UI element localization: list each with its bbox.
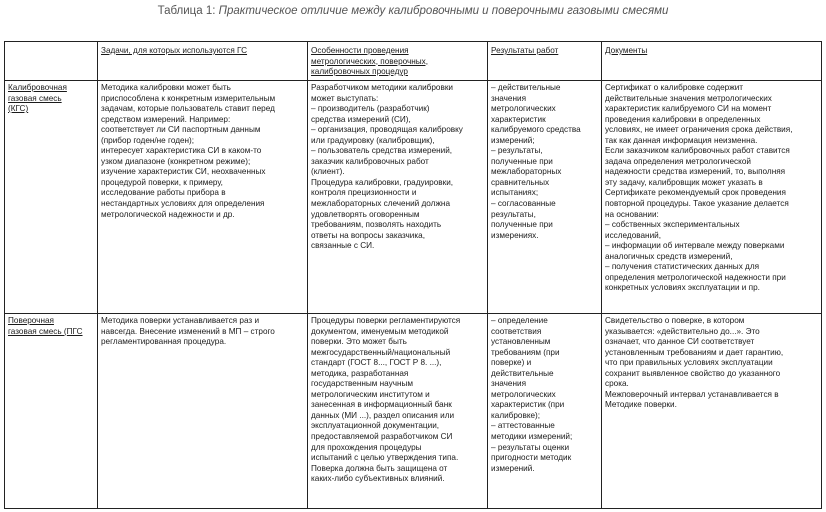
- row-label-kgs: [5, 81, 98, 314]
- cell-text-line: что при правильных условиях эксплуатации: [605, 358, 773, 368]
- cell-text-line: пригодности методик: [491, 453, 572, 463]
- cell-text-line: эту задачу, калибровщик может указать в: [605, 177, 763, 187]
- cell-text-line: характеристик калибруемого СИ на момент: [605, 104, 772, 114]
- cell-text-line: соответствует ли СИ паспортным данным: [101, 125, 261, 135]
- cell-text-line: Результаты работ: [491, 46, 559, 55]
- cell-text-line: установленным требованиям и дает гарантию,: [605, 347, 784, 357]
- cell-text-line: измерений;: [491, 135, 535, 145]
- cell-text-line: (клиент).: [311, 167, 345, 177]
- cell-text-line: – информации об интервале между поверками: [605, 241, 785, 251]
- cell-text-line: газовая смесь: [8, 93, 62, 103]
- cell-text-line: газовая смесь (ПГС: [8, 326, 83, 336]
- cell-text-line: метрологических, поверочных,: [311, 56, 429, 66]
- cell-text-line: или градуировку (калибровщик),: [311, 135, 435, 145]
- table-row: [5, 314, 822, 509]
- cell-text-line: эксплуатационной документации,: [311, 421, 440, 431]
- cell-text-line: регламентированная процедура.: [101, 337, 227, 347]
- header-cell-procedures: [308, 42, 488, 81]
- cell-text-line: – организация, проводящая калибровку: [311, 125, 463, 135]
- cell-text-line: результаты,: [491, 209, 536, 219]
- cell-text-line: методики измерений;: [491, 432, 573, 442]
- cell-text-line: определения метрологической надежности при: [605, 272, 786, 282]
- cell-text-line: поверке) и: [491, 358, 532, 368]
- cell-text-line: аналогичных средств измерений,: [605, 251, 733, 261]
- cell-text-line: ответы на вопросы заказчика,: [311, 230, 425, 240]
- row-label-pgs: [5, 314, 98, 509]
- cell-text-line: (КГС): [8, 104, 29, 114]
- cell-text-line: указывается: «действительно до...». Это: [605, 326, 760, 336]
- caption-title: Практическое отличие между калибровочными и поверочными газовыми смесями: [218, 5, 669, 17]
- cell-text-line: Калибровочная: [8, 83, 67, 92]
- cell-tasks: [98, 314, 308, 509]
- cell-text-line: сохранит выявленное свойство до указанного: [605, 368, 781, 378]
- cell-text-line: проведения калибровки в определенных: [605, 114, 761, 124]
- cell-text-line: характеристик: [491, 114, 546, 124]
- cell-text-line: нестандартных условиях для определения: [101, 199, 265, 209]
- cell-text-line: полученные при: [491, 156, 553, 166]
- cell-text-line: данных (МИ ...), раздел описания или: [311, 410, 455, 420]
- cell-text-line: интересует характеристика СИ в каком-то: [101, 146, 262, 156]
- cell-text-line: стандарт (ГОСТ 8..., ГОСТ Р 8. ...),: [311, 358, 442, 368]
- cell-text-line: Разработчиком методики калибровки: [311, 83, 453, 92]
- cell-text-line: задача определения метрологической: [605, 156, 751, 166]
- cell-text-line: – результаты оценки: [491, 442, 570, 452]
- cell-text-line: узком диапазоне (конкретном режиме);: [101, 156, 251, 166]
- cell-text-line: Сертификат о калибровке содержит: [605, 83, 744, 92]
- cell-text-line: документом, именуемым методикой: [311, 326, 449, 336]
- cell-results: [488, 81, 602, 314]
- table-header-row: [5, 42, 822, 81]
- cell-text-line: (прибор годен/не годен);: [101, 135, 195, 145]
- cell-text-line: удовлетворять оговоренным: [311, 209, 420, 219]
- cell-text-line: действительные: [491, 368, 554, 378]
- cell-text-line: испытаниях;: [491, 188, 539, 198]
- cell-text-line: Методика калибровки может быть: [101, 83, 231, 92]
- cell-text-line: срока.: [605, 379, 629, 389]
- cell-text-line: – производитель (разработчик): [311, 104, 430, 114]
- cell-text-line: занесенная в информационный банк: [311, 400, 452, 410]
- cell-text-line: измерениях.: [491, 230, 539, 240]
- cell-text-line: межгосударственный/национальный: [311, 347, 451, 357]
- cell-text-line: соответствия: [491, 326, 542, 336]
- cell-text-line: так как данная информация неизменна.: [605, 135, 758, 145]
- header-cell-empty: [5, 42, 98, 81]
- cell-text-line: для прохождения процедуры: [311, 442, 422, 452]
- cell-text-line: конкретных условиях эксплуатации и пр.: [605, 283, 760, 293]
- cell-text-line: исследований,: [605, 230, 661, 240]
- cell-text-line: метрологическим институтом и: [311, 389, 430, 399]
- cell-text-line: установленным: [491, 337, 551, 347]
- cell-text-line: – результаты,: [491, 146, 543, 156]
- cell-text-line: Межповерочный интервал устанавливается в: [605, 389, 779, 399]
- cell-text-line: – получения статистических данных для: [605, 262, 760, 272]
- cell-text-line: Методике поверки.: [605, 400, 677, 410]
- cell-text-line: – согласованные: [491, 199, 556, 209]
- cell-text-line: характеристик (при: [491, 400, 565, 410]
- cell-text-line: может выступать:: [311, 93, 379, 103]
- comparison-table: [4, 41, 822, 509]
- cell-text-line: Сертификате рекомендуемый срок проведения: [605, 188, 786, 198]
- cell-text-line: Процедура калибровки, градуировки,: [311, 177, 454, 187]
- cell-text-line: повторной процедуры. Такое указание делается: [605, 199, 789, 209]
- cell-text-line: Методика поверки устанавливается раз и: [101, 316, 260, 325]
- cell-text-line: Поверочная: [8, 316, 54, 325]
- cell-text-line: условиях, не имеет ограничения срока действия,: [605, 125, 793, 135]
- header-cell-results: [488, 42, 602, 81]
- cell-text-line: значения: [491, 93, 526, 103]
- cell-text-line: предоставляемой разработчиком СИ: [311, 432, 453, 442]
- cell-text-line: метрологической надежности и др.: [101, 209, 235, 219]
- cell-results: [488, 314, 602, 509]
- header-cell-documents: [602, 42, 822, 81]
- cell-text-line: Задачи, для которых используются ГС: [101, 46, 248, 55]
- cell-text-line: процедурой поверки, к примеру,: [101, 177, 223, 187]
- cell-tasks: [98, 81, 308, 314]
- cell-text-line: Если заказчиком калибровочных работ ставится: [605, 146, 790, 156]
- cell-text-line: – определение: [491, 316, 548, 325]
- cell-text-line: действительные значения метрологических: [605, 93, 772, 103]
- header-cell-tasks: [98, 42, 308, 81]
- cell-text-line: сравнительных: [491, 177, 550, 187]
- cell-text-line: приспособлена к конкретным измерительным: [101, 93, 276, 103]
- cell-text-line: заказчик калибровочных работ: [311, 156, 429, 166]
- cell-text-line: Особенности проведения: [311, 46, 409, 55]
- cell-text-line: требованиям (при: [491, 347, 560, 357]
- table-row: [5, 81, 822, 314]
- cell-text-line: – действительные: [491, 83, 561, 92]
- cell-text-line: связанные с СИ.: [311, 241, 375, 251]
- cell-text-line: межлабораторных: [491, 167, 562, 177]
- cell-text-line: метрологических: [491, 104, 556, 114]
- cell-text-line: – собственных экспериментальных: [605, 220, 740, 230]
- cell-text-line: методика, разработанная: [311, 368, 409, 378]
- cell-text-line: контроля прецизионности и: [311, 188, 417, 198]
- cell-text-line: измерений.: [491, 463, 535, 473]
- cell-text-line: калибруемого средства: [491, 125, 581, 135]
- cell-text-line: исследование работы прибора в: [101, 188, 226, 198]
- cell-documents: [602, 314, 822, 509]
- cell-text-line: надежности средства измерений, то, выполняя: [605, 167, 786, 177]
- cell-text-line: – пользователь средства измерений,: [311, 146, 453, 156]
- cell-text-line: калибровке);: [491, 410, 541, 420]
- cell-text-line: метрологических: [491, 389, 556, 399]
- table-caption: [0, 4, 826, 18]
- cell-text-line: испытаний с целью утверждения типа.: [311, 453, 459, 463]
- cell-text-line: означает, что данное СИ соответствует: [605, 337, 755, 347]
- cell-text-line: полученные при: [491, 220, 553, 230]
- cell-text-line: – аттестованные: [491, 421, 555, 431]
- cell-text-line: каких-либо субъективных влияний.: [311, 474, 445, 484]
- cell-text-line: поверки. Это может быть: [311, 337, 407, 347]
- cell-text-line: Поверка должна быть защищена от: [311, 463, 448, 473]
- cell-text-line: навсегда. Внесение изменений в МП – строго: [101, 326, 275, 336]
- caption-number: Таблица 1:: [157, 5, 216, 17]
- cell-text-line: задачам, которые пользователь ставит перед: [101, 104, 275, 114]
- cell-text-line: средства измерений (СИ),: [311, 114, 411, 124]
- cell-documents: [602, 81, 822, 314]
- cell-text-line: калибровочных процедур: [311, 67, 408, 77]
- cell-text-line: Свидетельство о поверке, в котором: [605, 316, 745, 325]
- cell-text-line: Процедуры поверки регламентируются: [311, 316, 461, 325]
- cell-procedures: [308, 81, 488, 314]
- cell-text-line: требованиям, позволять находить: [311, 220, 442, 230]
- cell-procedures: [308, 314, 488, 509]
- cell-text-line: значения: [491, 379, 526, 389]
- cell-text-line: изучение характеристик СИ, неохваченных: [101, 167, 266, 177]
- cell-text-line: средством измерений. Например:: [101, 114, 231, 124]
- cell-text-line: Документы: [605, 46, 648, 55]
- cell-text-line: межлабораторных слечений должна: [311, 199, 451, 209]
- cell-text-line: на основании:: [605, 209, 659, 219]
- cell-text-line: государственным научным: [311, 379, 414, 389]
